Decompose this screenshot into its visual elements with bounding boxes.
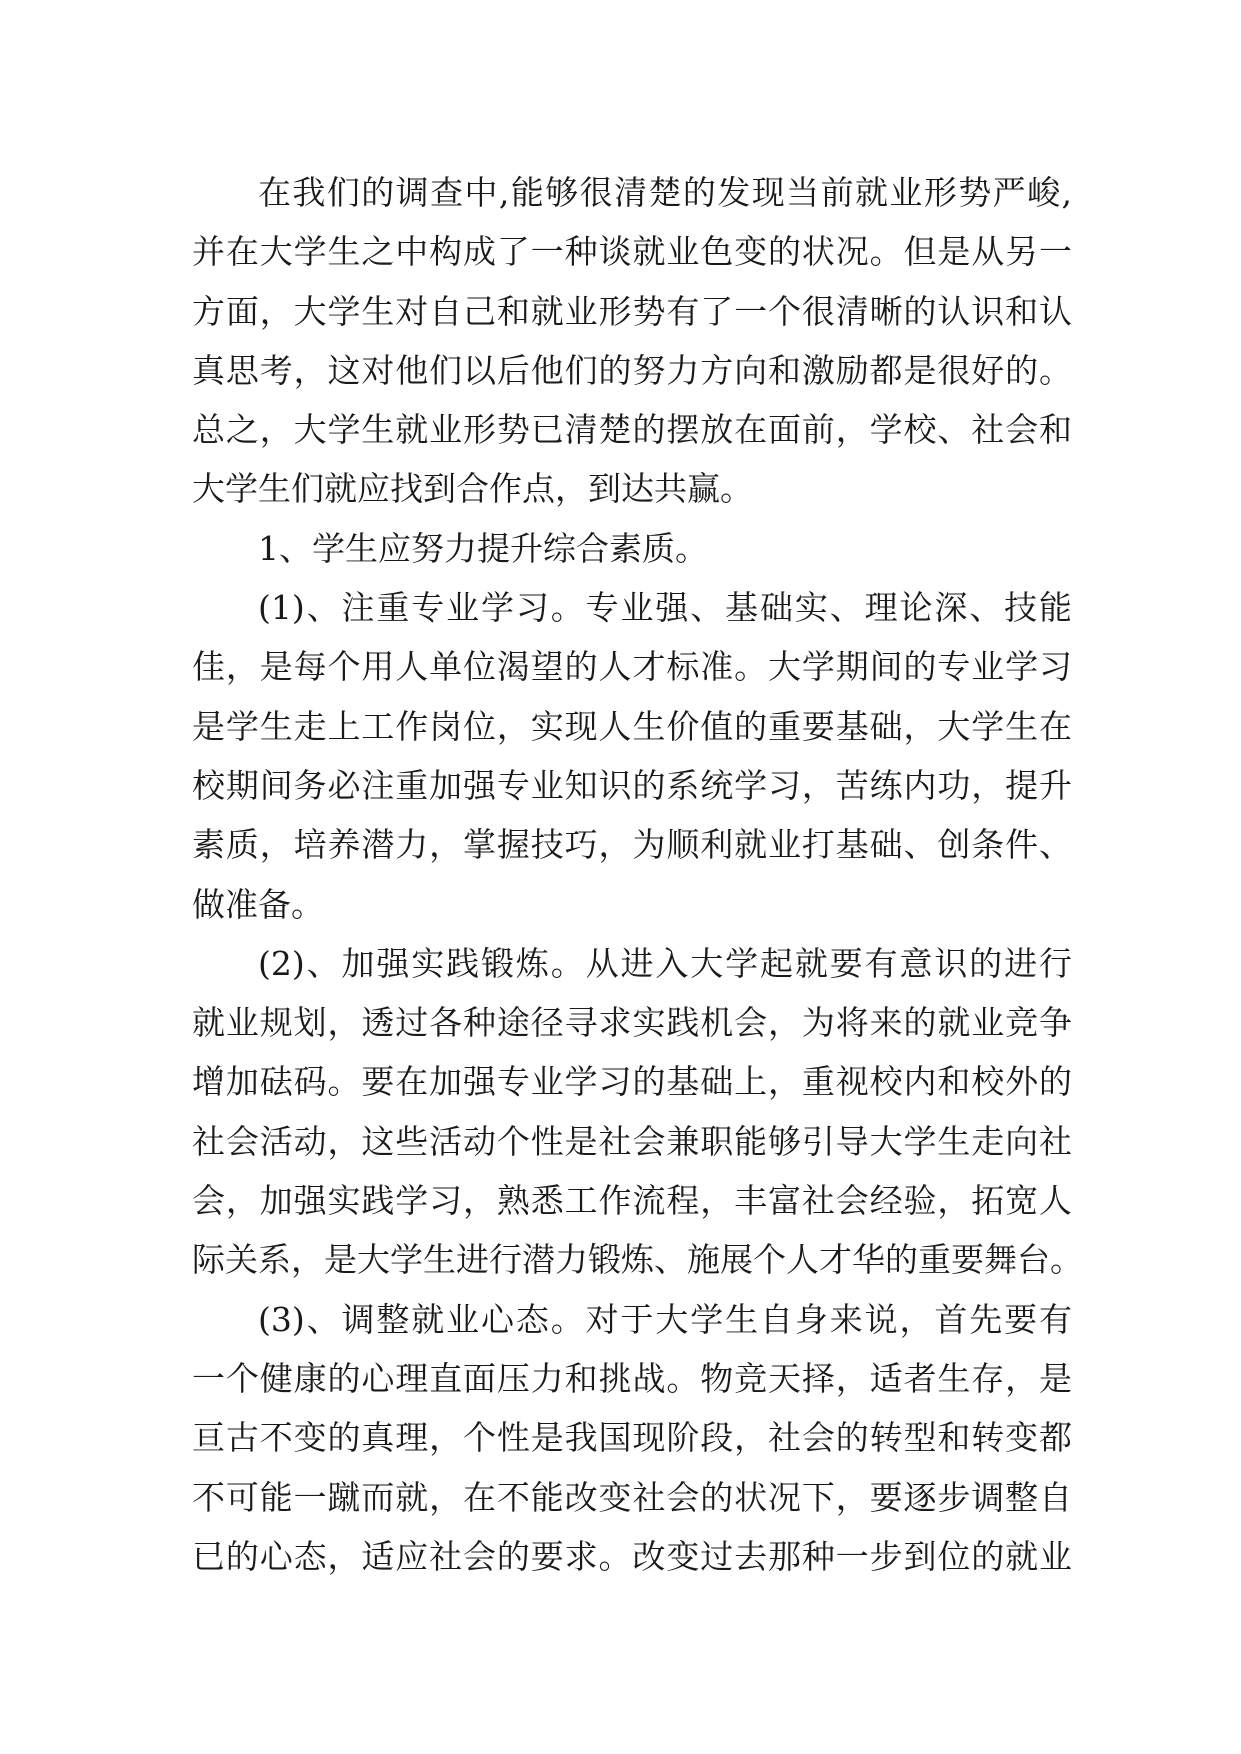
text-line: 一个健康的心理直面压力和挑战。物竞天择，适者生存，是 <box>192 1358 1072 1398</box>
text-line: 就业规划，透过各种途径寻求实践机会，为将来的就业竞争 <box>192 1003 1072 1043</box>
text-line: 已的心态，适应社会的要求。改变过去那种一步到位的就业 <box>192 1536 1072 1576</box>
text-line: 素质，培养潜力，掌握技巧，为顺利就业打基础、创条件、 <box>192 825 1072 865</box>
text-line: 1、学生应努力提升综合素质。 <box>258 528 708 568</box>
text-line: 并在大学生之中构成了一种谈就业色变的状况。但是从另一 <box>192 232 1072 272</box>
text-line: 方面，大学生对自己和就业形势有了一个很清晰的认识和认 <box>192 291 1072 331</box>
text-line: (3)、调整就业心态。对于大学生自身来说，首先要有 <box>258 1299 1072 1339</box>
text-line: 大学生们就应找到合作点，到达共赢。 <box>192 469 753 509</box>
text-line: (2)、加强实践锻炼。从进入大学起就要有意识的进行 <box>258 943 1072 983</box>
text-line: 校期间务必注重加强专业知识的系统学习，苦练内功，提升 <box>192 765 1072 805</box>
text-line: 佳，是每个用人单位渴望的人才标准。大学期间的专业学习 <box>192 647 1072 687</box>
text-line: 社会活动，这些活动个性是社会兼职能够引导大学生走向社 <box>192 1121 1072 1161</box>
text-line: 不可能一蹴而就，在不能改变社会的状况下，要逐步调整自 <box>192 1477 1072 1517</box>
text-line: 是学生走上工作岗位，实现人生价值的重要基础，大学生在 <box>192 706 1072 746</box>
text-line: 总之，大学生就业形势已清楚的摆放在面前，学校、社会和 <box>192 410 1072 450</box>
text-line: 增加砝码。要在加强专业学习的基础上，重视校内和校外的 <box>192 1062 1072 1102</box>
document-body <box>192 163 1083 1586</box>
text-line: 会，加强实践学习，熟悉工作流程，丰富社会经验，拓宽人 <box>192 1181 1072 1221</box>
text-line: 做准备。 <box>192 884 324 924</box>
text-line: 在我们的调查中,能够很清楚的发现当前就业形势严峻, <box>258 173 1072 212</box>
text-line: (1)、注重专业学习。专业强、基础实、理论深、技能 <box>258 588 1072 628</box>
text-line: 际关系，是大学生进行潜力锻炼、施展个人才华的重要舞台。 <box>192 1240 1083 1280</box>
text-line: 真思考，这对他们以后他们的努力方向和激励都是很好的。 <box>192 350 1072 390</box>
text-line: 亘古不变的真理，个性是我国现阶段，社会的转型和转变都 <box>192 1418 1072 1458</box>
